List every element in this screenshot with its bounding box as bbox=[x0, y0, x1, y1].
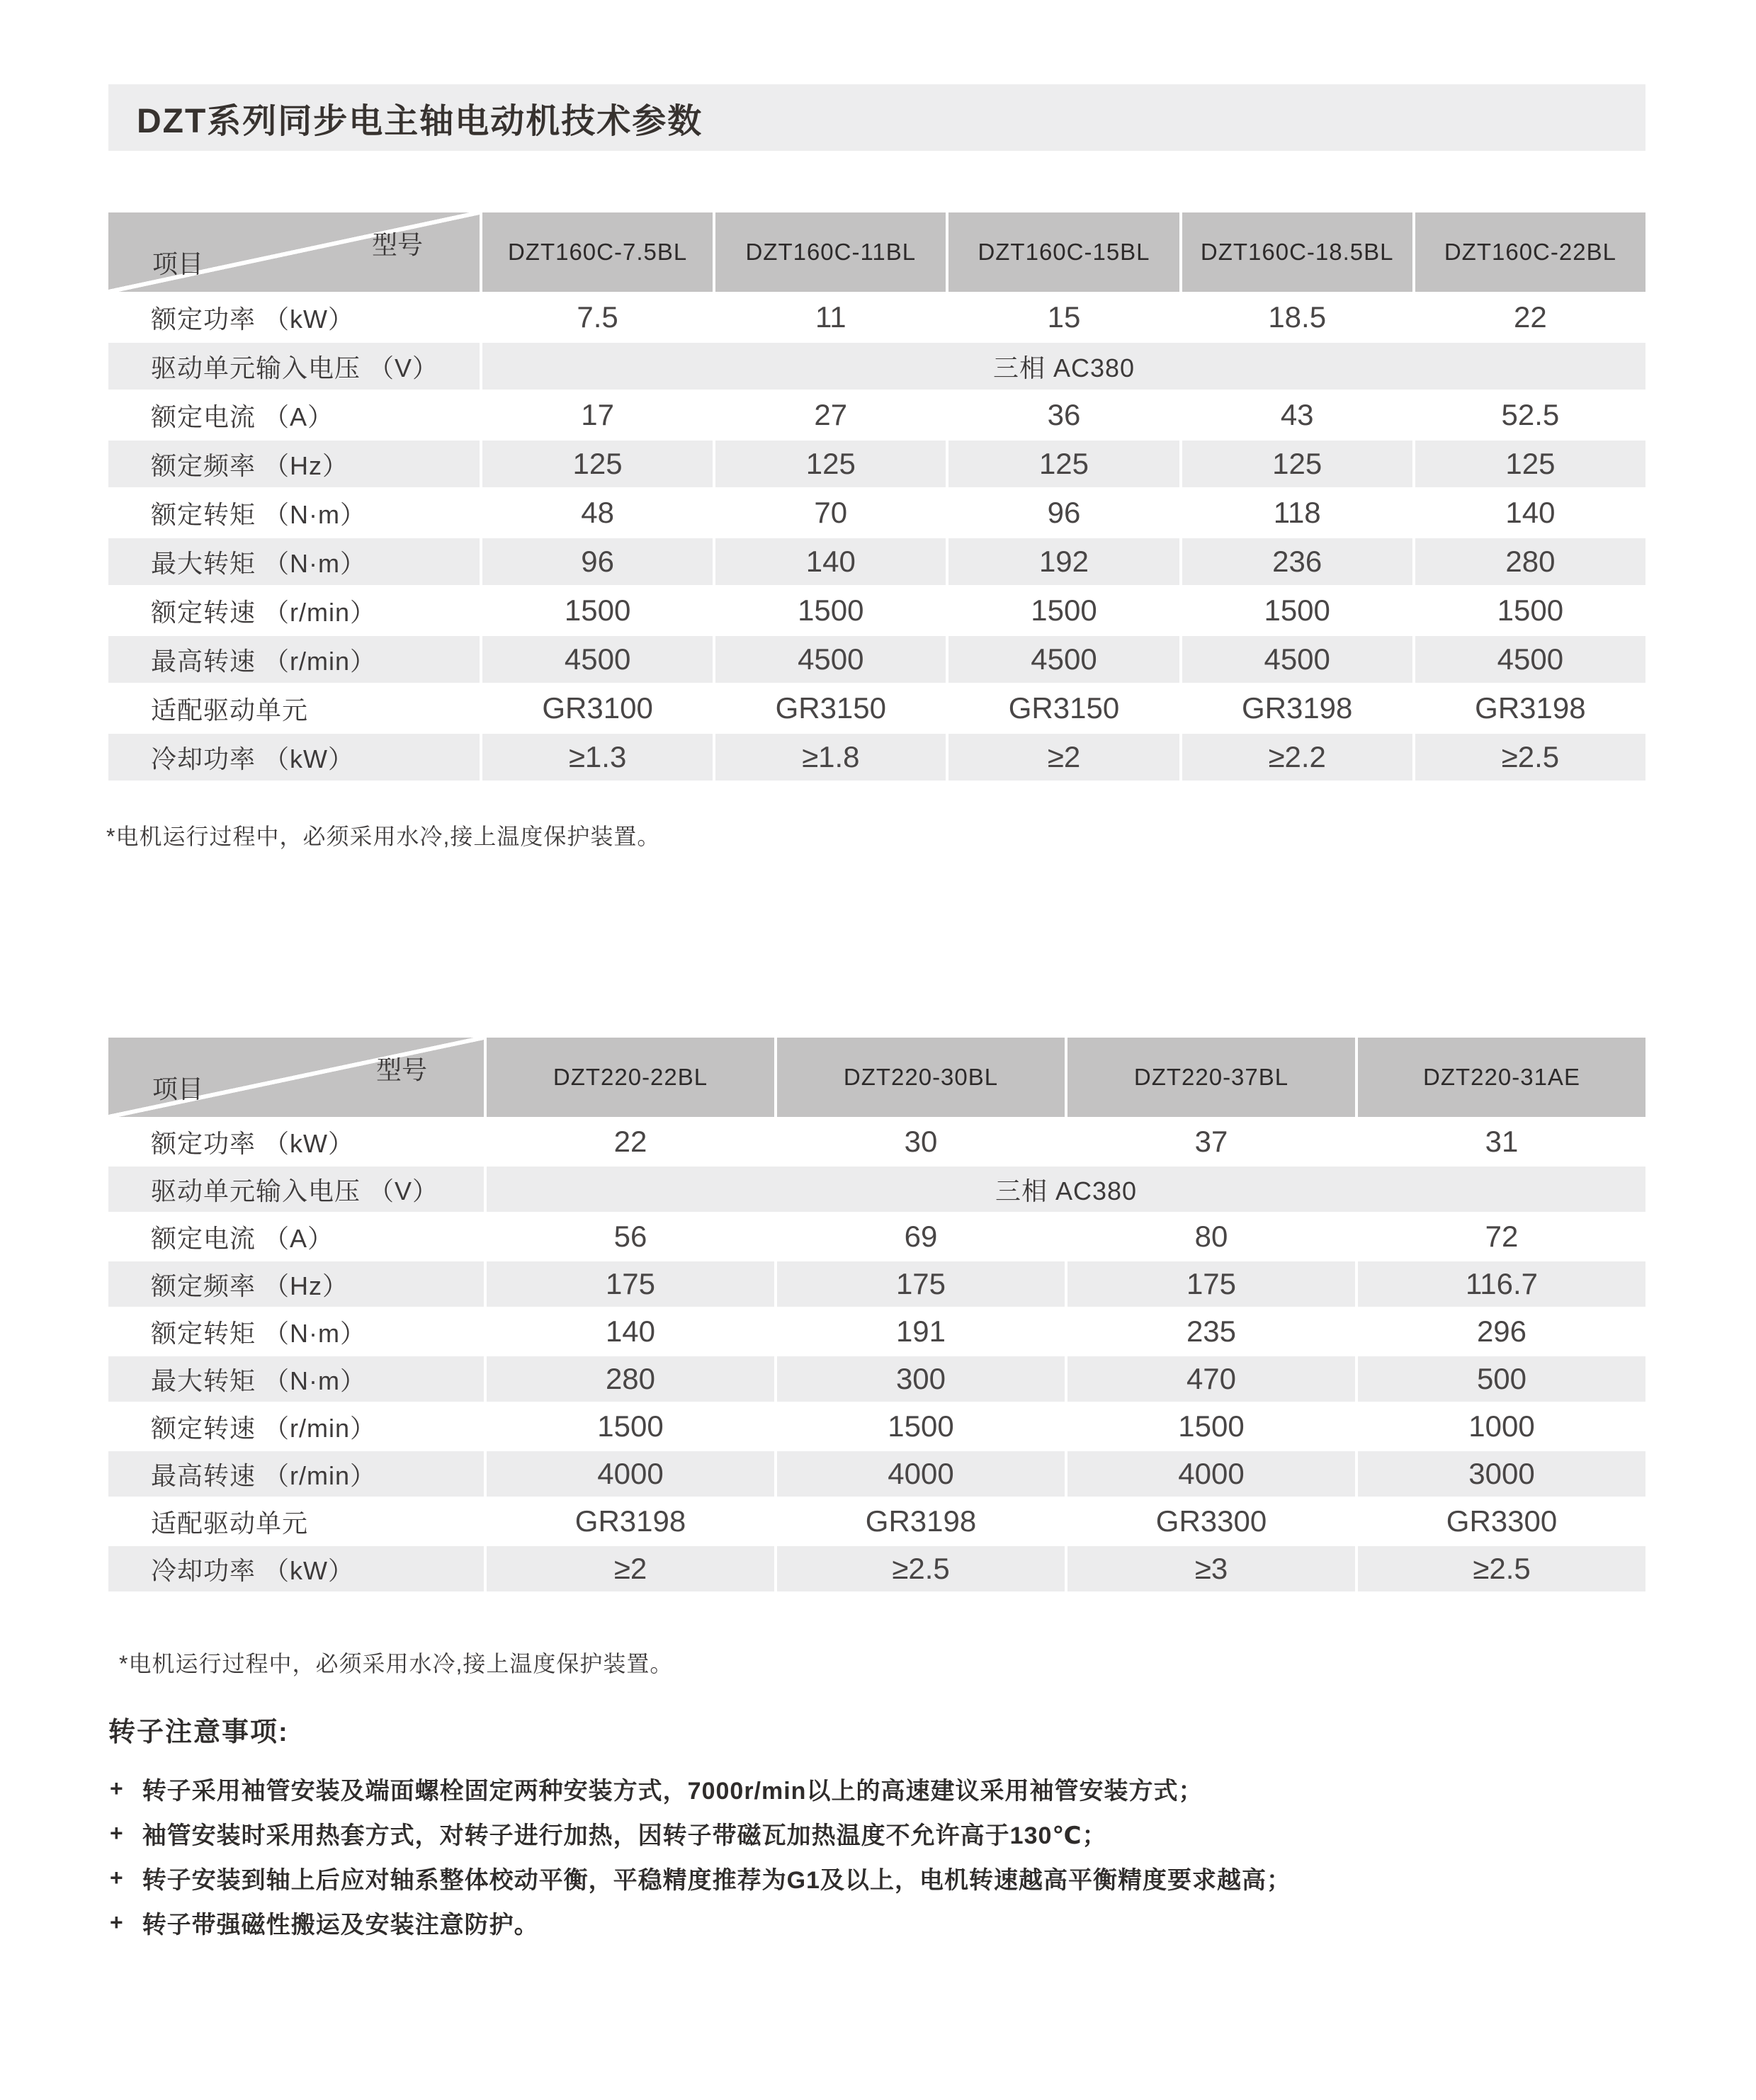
table-row bbox=[108, 1164, 1645, 1212]
corner-label-model: 型号 bbox=[371, 230, 423, 259]
cell-value: 1500 bbox=[774, 1404, 1065, 1449]
list-item-text: 转子采用袖管安装及端面螺栓固定两种安装方式，7000r/min以上的高速建议采用袖管安装方式； bbox=[142, 1778, 1203, 1805]
rotor-notes-list bbox=[110, 1766, 1291, 1945]
list-item bbox=[110, 1856, 1291, 1900]
table-row bbox=[108, 1497, 1645, 1544]
model-header: DZT160C-7.5BL bbox=[480, 212, 713, 292]
row-label: 额定转速 （r/min） bbox=[151, 1413, 377, 1443]
cell-value: 43 bbox=[1179, 392, 1412, 438]
plus-bullet-icon: + bbox=[110, 1776, 124, 1801]
table-row bbox=[108, 487, 1645, 536]
cell-value: 96 bbox=[946, 489, 1179, 536]
model-header: DZT160C-15BL bbox=[946, 212, 1179, 292]
list-item-text: 转子带强磁性搬运及安装注意防护。 bbox=[142, 1912, 539, 1939]
cell-value: 4500 bbox=[946, 636, 1179, 683]
row-label: 适配驱动单元 bbox=[151, 1508, 309, 1538]
cell-value: 125 bbox=[1179, 441, 1412, 487]
model-header: DZT220-31AE bbox=[1355, 1038, 1645, 1117]
cell-value: 27 bbox=[713, 392, 946, 438]
cell-value: 4000 bbox=[774, 1451, 1065, 1497]
model-header: DZT160C-11BL bbox=[713, 212, 946, 292]
plus-bullet-icon: + bbox=[110, 1865, 124, 1890]
cell-value: 280 bbox=[484, 1356, 774, 1402]
cell-value: GR3300 bbox=[1355, 1499, 1645, 1544]
cell-value: 36 bbox=[946, 392, 1179, 438]
cell-value: 140 bbox=[713, 538, 946, 585]
cell-value: 125 bbox=[1412, 441, 1645, 487]
cell-value: ≥2.5 bbox=[1412, 734, 1645, 781]
cell-value: 1000 bbox=[1355, 1404, 1645, 1449]
water-cooling-note: *电机运行过程中，必须采用水冷,接上温度保护装置。 bbox=[119, 1651, 674, 1676]
cell-value: 4500 bbox=[713, 636, 946, 683]
model-header: DZT220-30BL bbox=[774, 1038, 1065, 1117]
cell-value: 4000 bbox=[1065, 1451, 1355, 1497]
water-cooling-note: *电机运行过程中，必须采用水冷,接上温度保护装置。 bbox=[106, 824, 661, 849]
cell-value: ≥2.5 bbox=[774, 1546, 1065, 1591]
cell-value: 48 bbox=[480, 489, 713, 536]
cell-value: 4000 bbox=[484, 1451, 774, 1497]
cell-value: 4500 bbox=[1179, 636, 1412, 683]
table-row bbox=[108, 683, 1645, 732]
cell-value: 17 bbox=[480, 392, 713, 438]
row-label: 最高转速 （r/min） bbox=[151, 1460, 377, 1490]
cell-value: 118 bbox=[1179, 489, 1412, 536]
cell-value: GR3150 bbox=[946, 685, 1179, 732]
table-row bbox=[108, 1402, 1645, 1449]
corner-header-cell bbox=[108, 212, 480, 292]
plus-bullet-icon: + bbox=[110, 1909, 124, 1935]
merged-cell-value: 三相 AC380 bbox=[480, 343, 1645, 390]
cell-value: GR3150 bbox=[713, 685, 946, 732]
cell-value: 236 bbox=[1179, 538, 1412, 585]
cell-value: 31 bbox=[1355, 1119, 1645, 1164]
table-row bbox=[108, 1212, 1645, 1259]
cell-value: 1500 bbox=[713, 587, 946, 634]
cell-value: 191 bbox=[774, 1309, 1065, 1354]
row-label: 额定功率 （kW） bbox=[151, 1128, 354, 1158]
cell-value: 300 bbox=[774, 1356, 1065, 1402]
cell-value: 175 bbox=[484, 1261, 774, 1307]
table-header-row bbox=[108, 1038, 1645, 1117]
row-label: 额定转速 （r/min） bbox=[151, 597, 377, 627]
table-row bbox=[108, 341, 1645, 390]
list-item-text: 袖管安装时采用热套方式，对转子进行加热，因转子带磁瓦加热温度不允许高于130℃； bbox=[142, 1822, 1107, 1849]
cell-value: 69 bbox=[774, 1214, 1065, 1259]
cell-value: 1500 bbox=[946, 587, 1179, 634]
table-row bbox=[108, 1449, 1645, 1497]
cell-value: ≥2 bbox=[484, 1546, 774, 1591]
row-label: 最高转速 （r/min） bbox=[151, 646, 377, 676]
table-row bbox=[108, 732, 1645, 781]
cell-value: ≥1.3 bbox=[480, 734, 713, 781]
cell-value: 125 bbox=[480, 441, 713, 487]
cell-value: 470 bbox=[1065, 1356, 1355, 1402]
cell-value: 15 bbox=[946, 294, 1179, 341]
corner-label-model: 型号 bbox=[375, 1055, 427, 1084]
table-header-row bbox=[108, 212, 1645, 292]
cell-value: 56 bbox=[484, 1214, 774, 1259]
row-label: 额定电流 （A） bbox=[151, 1223, 334, 1253]
row-label: 额定功率 （kW） bbox=[151, 304, 354, 334]
cell-value: 116.7 bbox=[1355, 1261, 1645, 1307]
spec-table-dzt220 bbox=[108, 1038, 1645, 1591]
cell-value: 125 bbox=[713, 441, 946, 487]
cell-value: 4500 bbox=[480, 636, 713, 683]
cell-value: 18.5 bbox=[1179, 294, 1412, 341]
row-label: 最大转矩 （N·m） bbox=[151, 1366, 366, 1395]
model-header: DZT220-22BL bbox=[484, 1038, 774, 1117]
cell-value: 235 bbox=[1065, 1309, 1355, 1354]
row-label: 额定电流 （A） bbox=[151, 402, 334, 431]
cell-value: 1500 bbox=[1179, 587, 1412, 634]
cell-value: 72 bbox=[1355, 1214, 1645, 1259]
cell-value: 500 bbox=[1355, 1356, 1645, 1402]
cell-value: ≥1.8 bbox=[713, 734, 946, 781]
corner-header-cell bbox=[108, 1038, 484, 1117]
row-label: 额定频率 （Hz） bbox=[151, 1271, 349, 1300]
cell-value: 175 bbox=[1065, 1261, 1355, 1307]
row-label: 冷却功率 （kW） bbox=[151, 744, 354, 773]
cell-value: 1500 bbox=[1412, 587, 1645, 634]
row-label: 额定频率 （Hz） bbox=[151, 450, 349, 480]
cell-value: GR3198 bbox=[1412, 685, 1645, 732]
spec-table-dzt160c bbox=[108, 212, 1645, 781]
cell-value: 280 bbox=[1412, 538, 1645, 585]
cell-value: ≥3 bbox=[1065, 1546, 1355, 1591]
table-row bbox=[108, 1544, 1645, 1591]
cell-value: 22 bbox=[484, 1119, 774, 1164]
cell-value: GR3198 bbox=[1179, 685, 1412, 732]
cell-value: 80 bbox=[1065, 1214, 1355, 1259]
cell-value: 1500 bbox=[484, 1404, 774, 1449]
cell-value: 96 bbox=[480, 538, 713, 585]
cell-value: ≥2.2 bbox=[1179, 734, 1412, 781]
cell-value: ≥2 bbox=[946, 734, 1179, 781]
list-item bbox=[110, 1766, 1291, 1811]
cell-value: 22 bbox=[1412, 294, 1645, 341]
cell-value: 7.5 bbox=[480, 294, 713, 341]
rotor-notes-heading: 转子注意事项: bbox=[108, 1718, 289, 1747]
model-header: DZT160C-22BL bbox=[1412, 212, 1645, 292]
cell-value: 30 bbox=[774, 1119, 1065, 1164]
list-item bbox=[110, 1811, 1291, 1856]
table-row bbox=[108, 1354, 1645, 1402]
cell-value: 52.5 bbox=[1412, 392, 1645, 438]
list-item-text: 转子安装到轴上后应对轴系整体校动平衡，平稳精度推荐为G1及以上，电机转速越高平衡精度要求越高； bbox=[142, 1867, 1292, 1894]
corner-label-item: 项目 bbox=[152, 1074, 204, 1103]
cell-value: 70 bbox=[713, 489, 946, 536]
cell-value: 140 bbox=[484, 1309, 774, 1354]
cell-value: 1500 bbox=[480, 587, 713, 634]
table-row bbox=[108, 585, 1645, 634]
model-header: DZT220-37BL bbox=[1065, 1038, 1355, 1117]
cell-value: 1500 bbox=[1065, 1404, 1355, 1449]
cell-value: 11 bbox=[713, 294, 946, 341]
cell-value: ≥2.5 bbox=[1355, 1546, 1645, 1591]
table-row bbox=[108, 438, 1645, 487]
cell-value: 3000 bbox=[1355, 1451, 1645, 1497]
model-header: DZT160C-18.5BL bbox=[1179, 212, 1412, 292]
cell-value: 125 bbox=[946, 441, 1179, 487]
table-row bbox=[108, 390, 1645, 438]
cell-value: 37 bbox=[1065, 1119, 1355, 1164]
merged-cell-value: 三相 AC380 bbox=[484, 1167, 1645, 1212]
row-label: 适配驱动单元 bbox=[151, 695, 309, 725]
cell-value: GR3198 bbox=[484, 1499, 774, 1544]
table-row bbox=[108, 292, 1645, 341]
row-label: 额定转矩 （N·m） bbox=[151, 1318, 366, 1348]
row-label: 驱动单元输入电压 （V） bbox=[151, 1176, 439, 1205]
plus-bullet-icon: + bbox=[110, 1820, 124, 1846]
cell-value: GR3300 bbox=[1065, 1499, 1355, 1544]
row-label: 额定转矩 （N·m） bbox=[151, 499, 366, 529]
table-row bbox=[108, 536, 1645, 585]
row-label: 冷却功率 （kW） bbox=[151, 1555, 354, 1585]
row-label: 驱动单元输入电压 （V） bbox=[151, 353, 439, 382]
list-item bbox=[110, 1900, 1291, 1945]
cell-value: 296 bbox=[1355, 1309, 1645, 1354]
cell-value: 192 bbox=[946, 538, 1179, 585]
page-title: DZT系列同步电主轴电动机技术参数 bbox=[137, 102, 703, 140]
table-row bbox=[108, 1259, 1645, 1307]
table-row bbox=[108, 1117, 1645, 1164]
cell-value: GR3100 bbox=[480, 685, 713, 732]
cell-value: 175 bbox=[774, 1261, 1065, 1307]
corner-label-item: 项目 bbox=[152, 249, 204, 278]
cell-value: 4500 bbox=[1412, 636, 1645, 683]
cell-value: 140 bbox=[1412, 489, 1645, 536]
row-label: 最大转矩 （N·m） bbox=[151, 548, 366, 578]
table-row bbox=[108, 634, 1645, 683]
cell-value: GR3198 bbox=[774, 1499, 1065, 1544]
title-bar bbox=[108, 84, 1645, 151]
table-row bbox=[108, 1307, 1645, 1354]
